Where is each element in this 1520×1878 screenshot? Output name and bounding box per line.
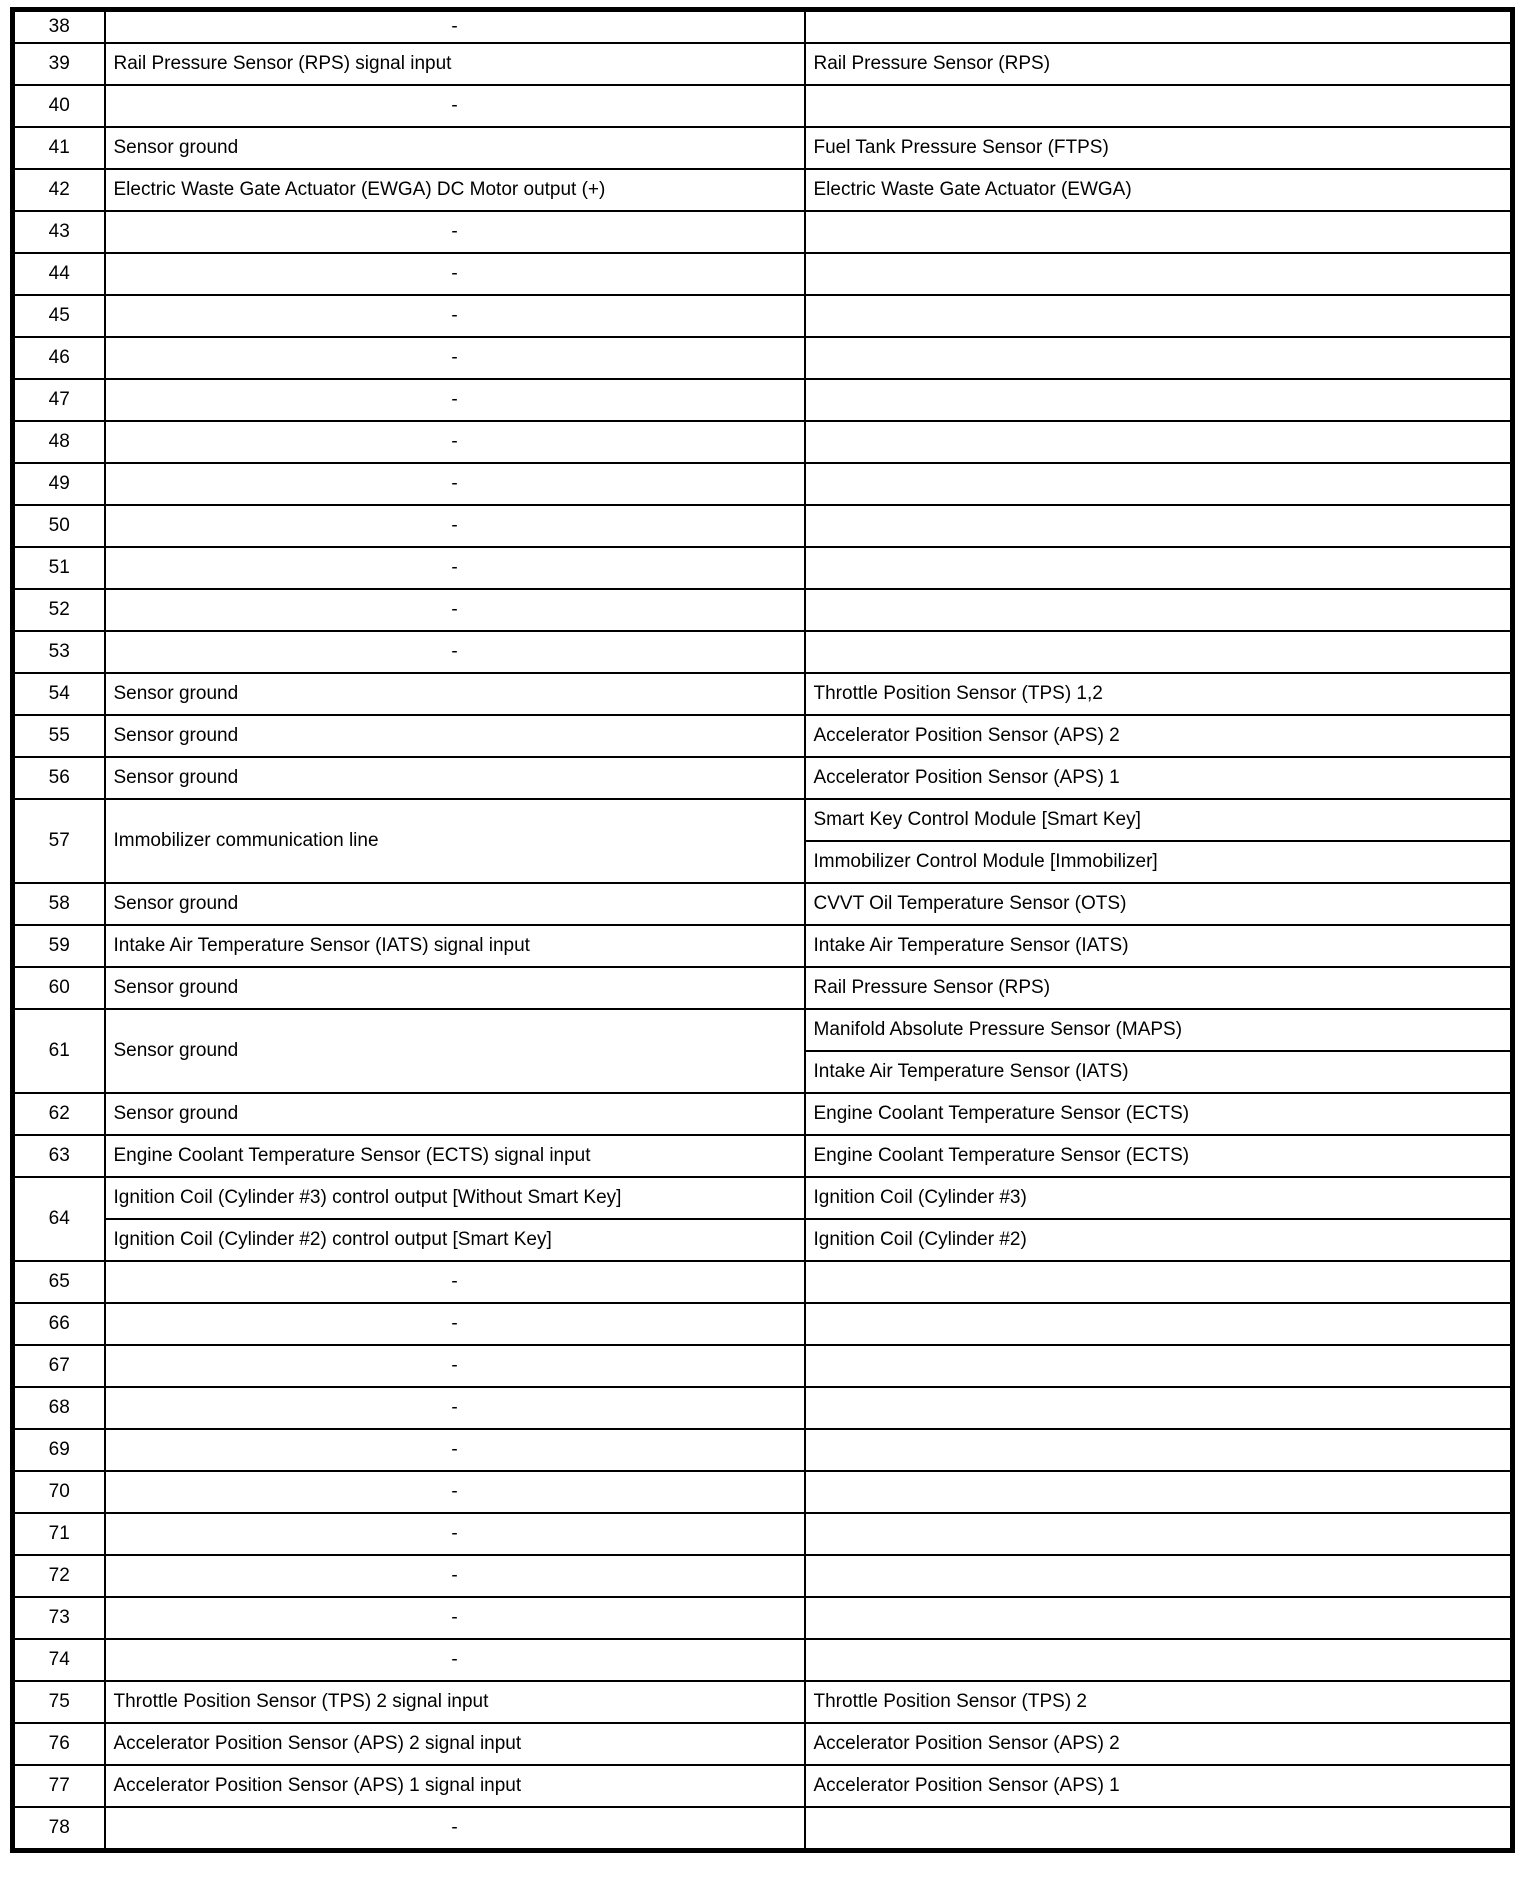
description-cell: Sensor ground bbox=[105, 715, 805, 757]
component-cell: Intake Air Temperature Sensor (IATS) bbox=[805, 1051, 1513, 1093]
component-cell: Smart Key Control Module [Smart Key] bbox=[805, 799, 1513, 841]
description-cell: - bbox=[105, 1261, 805, 1303]
component-cell bbox=[805, 85, 1513, 127]
description-cell: Ignition Coil (Cylinder #2) control output [Smart Key] bbox=[105, 1219, 805, 1261]
table-row bbox=[13, 1219, 1513, 1261]
component-cell: Electric Waste Gate Actuator (EWGA) bbox=[805, 169, 1513, 211]
component-cell: Accelerator Position Sensor (APS) 2 bbox=[805, 1723, 1513, 1765]
table-row bbox=[13, 1093, 1513, 1135]
table-row bbox=[13, 337, 1513, 379]
component-cell bbox=[805, 1345, 1513, 1387]
table-row bbox=[13, 10, 1513, 44]
pin-cell: 57 bbox=[13, 799, 105, 883]
table-row bbox=[13, 1135, 1513, 1177]
description-cell: - bbox=[105, 1429, 805, 1471]
pin-cell: 58 bbox=[13, 883, 105, 925]
pin-cell: 70 bbox=[13, 1471, 105, 1513]
description-cell: - bbox=[105, 505, 805, 547]
table-row bbox=[13, 1639, 1513, 1681]
component-cell bbox=[805, 1555, 1513, 1597]
component-cell: Engine Coolant Temperature Sensor (ECTS) bbox=[805, 1135, 1513, 1177]
table-row bbox=[13, 463, 1513, 505]
table-row bbox=[13, 967, 1513, 1009]
description-cell: - bbox=[105, 1513, 805, 1555]
pin-cell: 46 bbox=[13, 337, 105, 379]
pin-cell: 77 bbox=[13, 1765, 105, 1807]
pin-cell: 72 bbox=[13, 1555, 105, 1597]
pin-cell: 39 bbox=[13, 43, 105, 85]
pin-cell: 45 bbox=[13, 295, 105, 337]
component-cell bbox=[805, 10, 1513, 44]
table-row bbox=[13, 883, 1513, 925]
table-row bbox=[13, 253, 1513, 295]
description-cell: Engine Coolant Temperature Sensor (ECTS) signal input bbox=[105, 1135, 805, 1177]
component-cell: Immobilizer Control Module [Immobilizer] bbox=[805, 841, 1513, 883]
pin-cell: 73 bbox=[13, 1597, 105, 1639]
component-cell: Accelerator Position Sensor (APS) 2 bbox=[805, 715, 1513, 757]
pin-cell: 59 bbox=[13, 925, 105, 967]
pin-cell: 74 bbox=[13, 1639, 105, 1681]
pin-cell: 76 bbox=[13, 1723, 105, 1765]
table-row bbox=[13, 1513, 1513, 1555]
description-cell: - bbox=[105, 589, 805, 631]
table-row bbox=[13, 1177, 1513, 1219]
component-cell bbox=[805, 1429, 1513, 1471]
description-cell: - bbox=[105, 1597, 805, 1639]
description-cell: Sensor ground bbox=[105, 1009, 805, 1093]
table-row bbox=[13, 1765, 1513, 1807]
pin-cell: 65 bbox=[13, 1261, 105, 1303]
description-cell: Sensor ground bbox=[105, 757, 805, 799]
table-row bbox=[13, 1555, 1513, 1597]
pin-cell: 50 bbox=[13, 505, 105, 547]
pin-cell: 49 bbox=[13, 463, 105, 505]
table-row bbox=[13, 1345, 1513, 1387]
component-cell: Manifold Absolute Pressure Sensor (MAPS) bbox=[805, 1009, 1513, 1051]
description-cell: - bbox=[105, 547, 805, 589]
description-cell: - bbox=[105, 253, 805, 295]
table-row bbox=[13, 925, 1513, 967]
description-cell: - bbox=[105, 631, 805, 673]
table-row bbox=[13, 127, 1513, 169]
pin-cell: 52 bbox=[13, 589, 105, 631]
table-row bbox=[13, 589, 1513, 631]
description-cell: - bbox=[105, 463, 805, 505]
description-cell: - bbox=[105, 379, 805, 421]
ecm-connector-pin-table bbox=[10, 7, 1515, 1853]
description-cell: Sensor ground bbox=[105, 127, 805, 169]
description-cell: Sensor ground bbox=[105, 967, 805, 1009]
component-cell: Intake Air Temperature Sensor (IATS) bbox=[805, 925, 1513, 967]
description-cell: Sensor ground bbox=[105, 673, 805, 715]
component-cell bbox=[805, 1807, 1513, 1851]
description-cell: Immobilizer communication line bbox=[105, 799, 805, 883]
component-cell bbox=[805, 295, 1513, 337]
component-cell bbox=[805, 631, 1513, 673]
component-cell bbox=[805, 1513, 1513, 1555]
table-row bbox=[13, 1807, 1513, 1851]
description-cell: - bbox=[105, 211, 805, 253]
pin-cell: 48 bbox=[13, 421, 105, 463]
pin-cell: 68 bbox=[13, 1387, 105, 1429]
table-row bbox=[13, 43, 1513, 85]
table-row bbox=[13, 1429, 1513, 1471]
description-cell: Electric Waste Gate Actuator (EWGA) DC Motor output (+) bbox=[105, 169, 805, 211]
component-cell bbox=[805, 463, 1513, 505]
component-cell bbox=[805, 505, 1513, 547]
component-cell: Throttle Position Sensor (TPS) 2 bbox=[805, 1681, 1513, 1723]
pin-cell: 61 bbox=[13, 1009, 105, 1093]
table-row bbox=[13, 1009, 1513, 1051]
pin-cell: 63 bbox=[13, 1135, 105, 1177]
table-row bbox=[13, 1387, 1513, 1429]
component-cell: Accelerator Position Sensor (APS) 1 bbox=[805, 1765, 1513, 1807]
description-cell: - bbox=[105, 1471, 805, 1513]
component-cell bbox=[805, 1387, 1513, 1429]
pin-table-body bbox=[13, 10, 1513, 1851]
table-row bbox=[13, 1303, 1513, 1345]
pin-cell: 38 bbox=[13, 10, 105, 44]
pin-cell: 62 bbox=[13, 1093, 105, 1135]
table-row bbox=[13, 1597, 1513, 1639]
component-cell bbox=[805, 253, 1513, 295]
pin-cell: 47 bbox=[13, 379, 105, 421]
description-cell: - bbox=[105, 10, 805, 44]
pin-cell: 60 bbox=[13, 967, 105, 1009]
table-row bbox=[13, 379, 1513, 421]
table-row bbox=[13, 505, 1513, 547]
pin-cell: 40 bbox=[13, 85, 105, 127]
component-cell: Engine Coolant Temperature Sensor (ECTS) bbox=[805, 1093, 1513, 1135]
description-cell: Throttle Position Sensor (TPS) 2 signal input bbox=[105, 1681, 805, 1723]
table-row bbox=[13, 757, 1513, 799]
description-cell: Rail Pressure Sensor (RPS) signal input bbox=[105, 43, 805, 85]
description-cell: Accelerator Position Sensor (APS) 1 signal input bbox=[105, 1765, 805, 1807]
description-cell: - bbox=[105, 337, 805, 379]
component-cell bbox=[805, 1639, 1513, 1681]
description-cell: - bbox=[105, 1345, 805, 1387]
description-cell: - bbox=[105, 1807, 805, 1851]
table-row bbox=[13, 421, 1513, 463]
pin-cell: 66 bbox=[13, 1303, 105, 1345]
pin-cell: 56 bbox=[13, 757, 105, 799]
pin-cell: 75 bbox=[13, 1681, 105, 1723]
component-cell bbox=[805, 1471, 1513, 1513]
table-row bbox=[13, 673, 1513, 715]
component-cell: Rail Pressure Sensor (RPS) bbox=[805, 967, 1513, 1009]
component-cell: Ignition Coil (Cylinder #3) bbox=[805, 1177, 1513, 1219]
description-cell: Sensor ground bbox=[105, 1093, 805, 1135]
table-row bbox=[13, 547, 1513, 589]
table-row bbox=[13, 211, 1513, 253]
component-cell: Fuel Tank Pressure Sensor (FTPS) bbox=[805, 127, 1513, 169]
pin-cell: 71 bbox=[13, 1513, 105, 1555]
component-cell bbox=[805, 1303, 1513, 1345]
description-cell: - bbox=[105, 1387, 805, 1429]
component-cell bbox=[805, 211, 1513, 253]
table-row bbox=[13, 295, 1513, 337]
pin-cell: 67 bbox=[13, 1345, 105, 1387]
pin-cell: 55 bbox=[13, 715, 105, 757]
pin-cell: 41 bbox=[13, 127, 105, 169]
description-cell: - bbox=[105, 421, 805, 463]
component-cell: Ignition Coil (Cylinder #2) bbox=[805, 1219, 1513, 1261]
table-row bbox=[13, 799, 1513, 841]
description-cell: Ignition Coil (Cylinder #3) control output [Without Smart Key] bbox=[105, 1177, 805, 1219]
component-cell bbox=[805, 1597, 1513, 1639]
description-cell: - bbox=[105, 295, 805, 337]
table-row bbox=[13, 1471, 1513, 1513]
table-row bbox=[13, 1723, 1513, 1765]
description-cell: - bbox=[105, 85, 805, 127]
pin-cell: 42 bbox=[13, 169, 105, 211]
description-cell: Sensor ground bbox=[105, 883, 805, 925]
component-cell bbox=[805, 379, 1513, 421]
pin-cell: 69 bbox=[13, 1429, 105, 1471]
component-cell: Throttle Position Sensor (TPS) 1,2 bbox=[805, 673, 1513, 715]
description-cell: Intake Air Temperature Sensor (IATS) signal input bbox=[105, 925, 805, 967]
component-cell bbox=[805, 547, 1513, 589]
pin-cell: 64 bbox=[13, 1177, 105, 1261]
component-cell bbox=[805, 589, 1513, 631]
table-row bbox=[13, 631, 1513, 673]
component-cell bbox=[805, 421, 1513, 463]
pin-cell: 78 bbox=[13, 1807, 105, 1851]
pin-cell: 44 bbox=[13, 253, 105, 295]
pin-cell: 53 bbox=[13, 631, 105, 673]
description-cell: - bbox=[105, 1639, 805, 1681]
table-row bbox=[13, 169, 1513, 211]
description-cell: Accelerator Position Sensor (APS) 2 signal input bbox=[105, 1723, 805, 1765]
component-cell bbox=[805, 1261, 1513, 1303]
component-cell: Rail Pressure Sensor (RPS) bbox=[805, 43, 1513, 85]
description-cell: - bbox=[105, 1555, 805, 1597]
component-cell: CVVT Oil Temperature Sensor (OTS) bbox=[805, 883, 1513, 925]
pin-cell: 43 bbox=[13, 211, 105, 253]
pin-cell: 54 bbox=[13, 673, 105, 715]
table-row bbox=[13, 715, 1513, 757]
table-row bbox=[13, 1681, 1513, 1723]
table-row bbox=[13, 1261, 1513, 1303]
component-cell bbox=[805, 337, 1513, 379]
pin-cell: 51 bbox=[13, 547, 105, 589]
description-cell: - bbox=[105, 1303, 805, 1345]
table-row bbox=[13, 85, 1513, 127]
component-cell: Accelerator Position Sensor (APS) 1 bbox=[805, 757, 1513, 799]
